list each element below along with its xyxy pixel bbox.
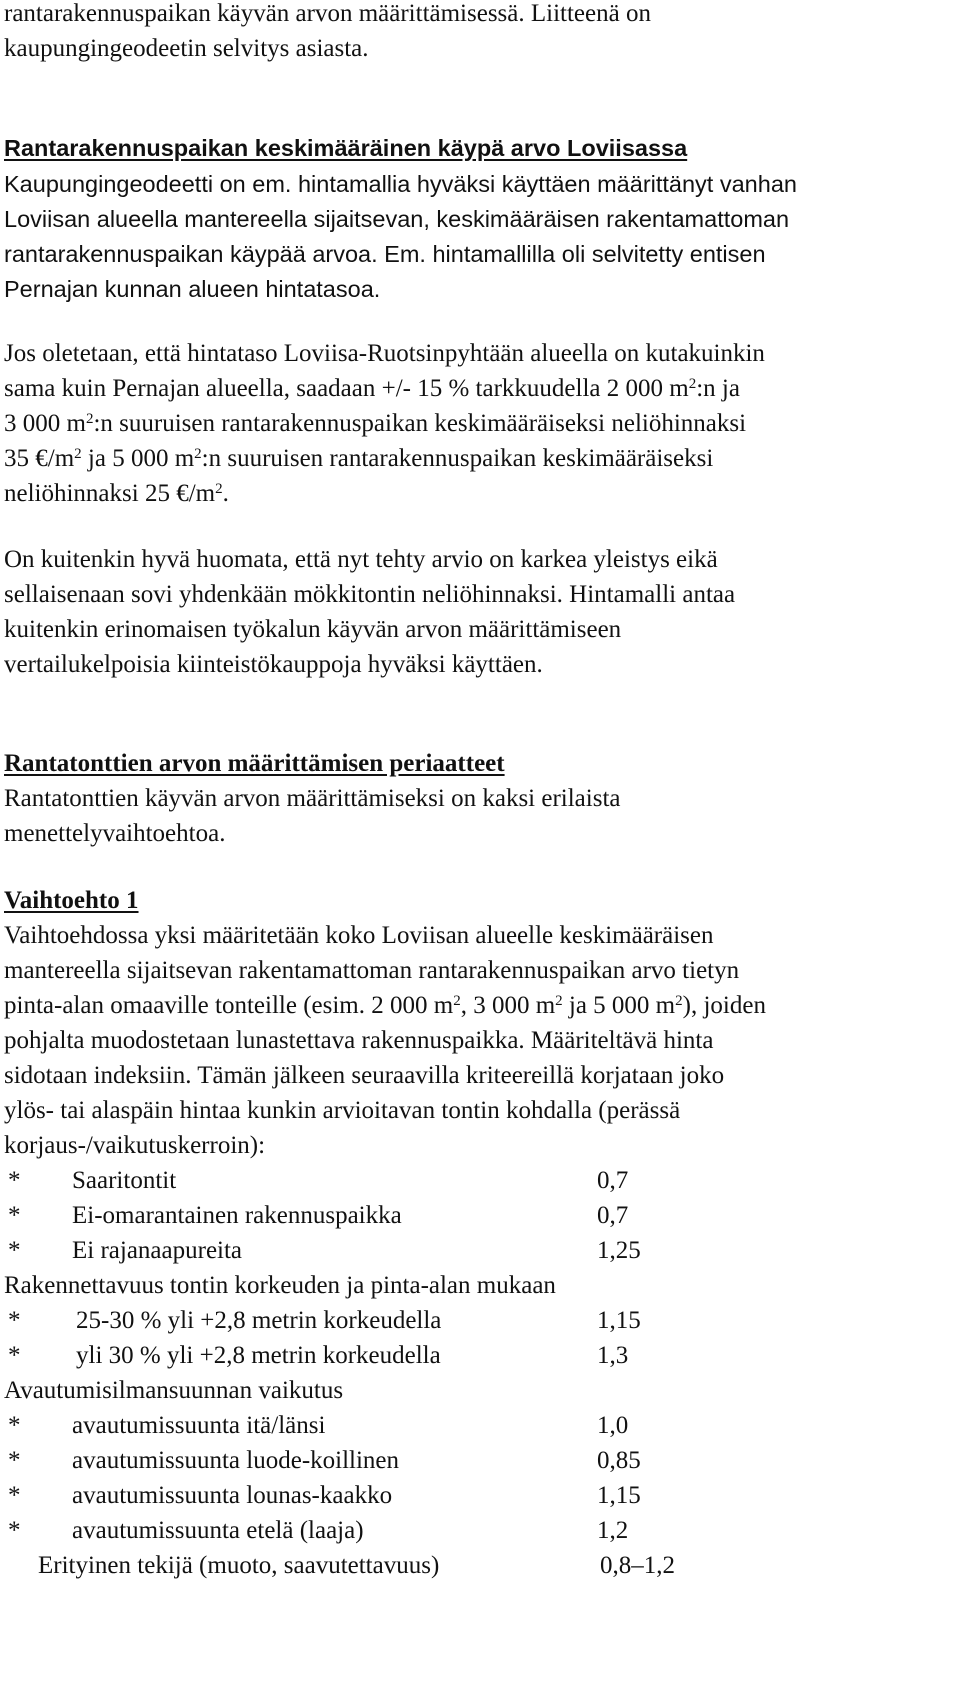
- bullet: *: [8, 1202, 21, 1229]
- option-heading: Vaihtoehto 1: [4, 887, 139, 914]
- factor-value: 1,2: [597, 1517, 629, 1544]
- factor-value: 1,3: [597, 1342, 629, 1369]
- factor-label: Ei rajanaapureita: [72, 1237, 243, 1264]
- paragraph-line: sama kuin Pernajan alueella, saadaan +/- 15 % tarkkuudella 2 000 $m^2:n$ ja: [4, 375, 740, 402]
- factor-label: avautumissuunta etelä (laaja): [72, 1517, 364, 1544]
- paragraph-line: sidotaan indeksiin. Tämän jälkeen seuraavilla kriteereillä korjataan joko: [4, 1062, 725, 1089]
- paragraph-line: korjaus-/vaikutuskerroin):: [4, 1132, 266, 1159]
- paragraph-line: Loviisan alueella mantereella sijaitsevan, keskimääräisen rakentamattoman: [4, 206, 790, 232]
- factor-value: 0,7: [597, 1202, 629, 1229]
- factor-label: avautumissuunta luode-koillinen: [72, 1447, 400, 1474]
- factor-value: 1,25: [597, 1237, 641, 1264]
- paragraph-line: pohjalta muodostetaan lunastettava rakennuspaikka. Määriteltävä hinta: [4, 1027, 714, 1054]
- paragraph-line: Pernajan kunnan alueen hintatasoa.: [4, 276, 381, 302]
- factor-value: 1,15: [597, 1307, 641, 1334]
- paragraph-line: 35 $€/m^2$ ja 5 000 $m^2:n$ suuruisen rantarakennuspaikan keskimääräiseksi: [4, 445, 714, 472]
- paragraph-line: neliöhinnaksi 25 $€/m^2$.: [4, 480, 229, 507]
- paragraph-line: pinta-alan omaaville tonteille (esim. 2 000 $m^2$, 3 000 $m^2$ ja 5 000 $m^2$), joiden: [4, 992, 766, 1019]
- paragraph-line: mantereella sijaitsevan rakentamattoman rantarakennuspaikan arvo tietyn: [4, 957, 740, 984]
- paragraph-line: On kuitenkin hyvä huomata, että nyt tehty arvio on karkea yleistys eikä: [4, 546, 718, 573]
- factor-value: 0,85: [597, 1447, 641, 1474]
- paragraph-line: rantarakennuspaikan käypää arvoa. Em. hintamallilla oli selvitetty entisen: [4, 241, 766, 267]
- paragraph-line: vertailukelpoisia kiinteistökauppoja hyväksi käyttäen.: [4, 651, 543, 678]
- factor-label: Erityinen tekijä (muoto, saavutettavuus): [38, 1552, 440, 1579]
- bullet: *: [8, 1342, 21, 1369]
- factor-label: yli 30 % yli +2,8 metrin korkeudella: [76, 1342, 441, 1369]
- paragraph-line: Vaihtoehdossa yksi määritetään koko Loviisan alueelle keskimääräisen: [4, 922, 714, 949]
- paragraph-line: 3 000 $m^2:n$ suuruisen rantarakennuspaikan keskimääräiseksi neliöhinnaksi: [4, 410, 747, 437]
- factor-group-title: Rakennettavuus tontin korkeuden ja pinta-alan mukaan: [4, 1272, 556, 1299]
- factor-label: avautumissuunta itä/länsi: [72, 1412, 326, 1439]
- factor-label: Saaritontit: [72, 1167, 177, 1194]
- paragraph-line: sellaisenaan sovi yhdenkään mökkitontin neliöhinnaksi. Hintamalli antaa: [4, 581, 736, 608]
- paragraph-line: ylös- tai alaspäin hintaa kunkin arvioitavan tontin kohdalla (perässä: [4, 1097, 681, 1124]
- paragraph-line: Rantatonttien käyvän arvon määrittämiseksi on kaksi erilaista: [4, 785, 621, 812]
- factor-value: 1,15: [597, 1482, 641, 1509]
- paragraph-line: Jos oletetaan, että hintataso Loviisa-Ruotsinpyhtään alueella on kutakuinkin: [4, 340, 765, 367]
- factor-label: 25-30 % yli +2,8 metrin korkeudella: [76, 1307, 442, 1334]
- bullet: *: [8, 1482, 21, 1509]
- bullet: *: [8, 1412, 21, 1439]
- paragraph-line: kuitenkin erinomaisen työkalun käyvän arvon määrittämiseen: [4, 616, 622, 643]
- intro-line: kaupungingeodeetin selvitys asiasta.: [4, 35, 369, 62]
- factor-group-title: Avautumisilmansuunnan vaikutus: [4, 1377, 344, 1404]
- bullet: *: [8, 1167, 21, 1194]
- bullet: *: [8, 1307, 21, 1334]
- factor-value: 0,8–1,2: [600, 1552, 675, 1579]
- bullet: *: [8, 1447, 21, 1474]
- paragraph-line: Kaupungingeodeetti on em. hintamallia hyväksi käyttäen määrittänyt vanhan: [4, 171, 797, 197]
- factor-label: Ei-omarantainen rakennuspaikka: [72, 1202, 402, 1229]
- factor-value: 0,7: [597, 1167, 629, 1194]
- intro-line: rantarakennuspaikan käyvän arvon määrittämisessä. Liitteenä on: [4, 0, 651, 27]
- section-heading-average-value: Rantarakennuspaikan keskimääräinen käypä arvo Loviisassa: [4, 135, 688, 161]
- factor-label: avautumissuunta lounas-kaakko: [72, 1482, 393, 1509]
- paragraph-line: menettelyvaihtoehtoa.: [4, 820, 226, 847]
- factor-value: 1,0: [597, 1412, 629, 1439]
- bullet: *: [8, 1237, 21, 1264]
- section-heading-principles: Rantatonttien arvon määrittämisen periaatteet: [4, 750, 505, 777]
- bullet: *: [8, 1517, 21, 1544]
